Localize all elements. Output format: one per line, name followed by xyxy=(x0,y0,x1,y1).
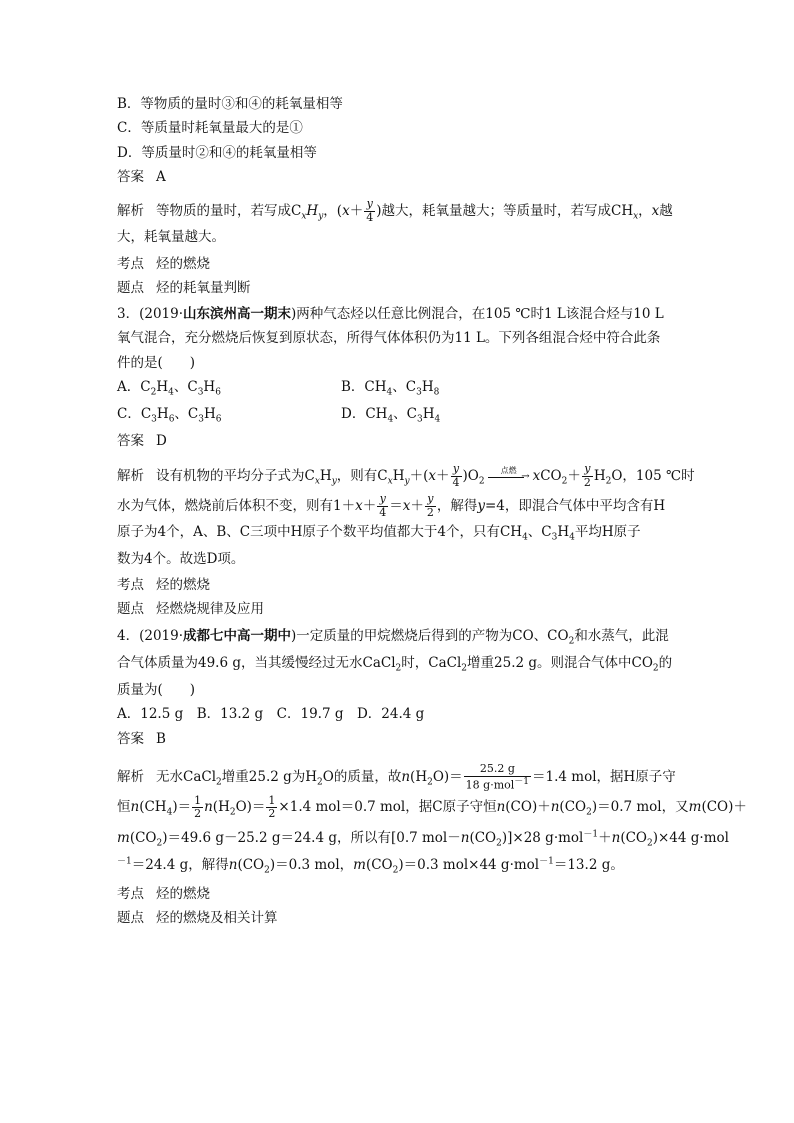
q4-stem-line-3: 质量为( ) xyxy=(117,682,196,699)
q4-analysis-line-2: 恒$n(CH_4)=$ $\frac{1}{2}$ $n(H_2O)=$ $\frac{1}{2}$ ×1.4 mol＝0.7 mol，据C原子守恒$n(CO)+n(CO_2)=0.7$ mol，又m(CO)＋ xyxy=(117,793,747,821)
q4-analysis-line-3: $m(CO_2)=49.6$ g－25.2 g＝24.4 g，所以有[0.7 $mol-n(CO_2)]\times 28$ $g\cdot mol^{-1}+n(CO_2)\times 44$ g·mol xyxy=(117,829,729,849)
option-d: D．等质量时②和④的耗氧量相等 xyxy=(117,144,317,161)
q3-stem-line-3: 件的是( ) xyxy=(117,354,196,371)
option-b: B．等物质的量时③和④的耗氧量相等 xyxy=(117,96,343,112)
q3-tidian-line: 题点 烃燃烧规律及应用 xyxy=(117,601,264,618)
q3-answer-line: 答案 D xyxy=(117,433,167,450)
q3-stem-line-1: 3．(2019·山东滨州高一期末)两种气态烃以任意比例混合，在105 ℃时1 L该混合烃与10 L xyxy=(117,306,664,323)
q3-options-row-1 xyxy=(117,377,683,400)
q3-option-c: C．$C_3H_6$、$C_3H_6$ xyxy=(117,406,222,425)
answer-value: A xyxy=(156,168,166,185)
analysis-line: 解析 等物质的量时，若写成$C_xH_y$，(x＋ $\frac{y}{4}$ )越大，耗氧量越大；等质量时，若写成$CH_x$，x越 xyxy=(117,197,673,224)
fraction: $\frac{y}{4}$ xyxy=(366,197,374,224)
q3-option-b: B．$CH_4$、$C_3H_8$ xyxy=(341,378,440,398)
q4-tidian-line: 题点 烃的燃烧及相关计算 xyxy=(117,910,278,927)
q4-analysis-line-4: $^{-1}$＝24.4 g，解得$n(CO_2)=0.3$ mol，$m(CO_2)=0.3$ mol×44 g·mol$^{-1}$＝13.2 g。 xyxy=(117,856,624,876)
q4-answer-line: 答案 B xyxy=(117,730,166,747)
q3-option-d: D．$CH_4$、$C_3H_4$ xyxy=(341,406,441,425)
option-c: C．等质量时耗氧量最大的是① xyxy=(117,120,303,137)
q3-analysis-line-4: 数为4个。故选D项。 xyxy=(117,550,245,567)
kaodian-line: 考点 烃的燃烧 xyxy=(117,255,210,272)
analysis-label: 解析 xyxy=(117,203,144,219)
q3-analysis-line-1: 解析 设有机物的平均分子式为$C_xH_y$，则有$C_xH_y+(x+$ $\frac{y}{4}$ )$O_2$ 点燃 → xCO$_2$＋ $\frac{y}{2}$ $H_2O$，105 ℃时 xyxy=(117,461,695,489)
tidian-line: 题点 烃的耗氧量判断 xyxy=(117,279,251,296)
reaction-arrow: 点燃 → xyxy=(488,468,530,484)
document-page xyxy=(117,94,747,929)
q3-options-row-2 xyxy=(117,404,683,427)
q3-stem-line-2: 氧气混合，充分燃烧后恢复到原状态，所得气体体积仍为11 L。下列各组混合烃中符合此条 xyxy=(117,330,661,347)
answer-label: 答案 xyxy=(117,168,144,185)
q4-stem-line-1: 4．(2019·成都七中高一期中)一定质量的甲烷燃烧后得到的产物为CO、$CO_2$和水蒸气，此混 xyxy=(117,627,669,647)
analysis-line-2: 大，耗氧量越大。 xyxy=(117,229,225,246)
q4-analysis-line-1: 解析 无水CaCl$_2$增重25.2 g为$H_2O$的质量，故$n(H_2O)=$ $\frac{25.2 g}{18 g\cdot mol^{-1}}$ ＝1.4 mol，据H原子守 xyxy=(117,761,676,792)
q4-kaodian-line: 考点 烃的燃烧 xyxy=(117,886,210,903)
answer-line xyxy=(117,167,683,187)
mass-fraction: $\frac{25.2 g}{18 g\cdot mol^{-1}}$ xyxy=(465,761,530,792)
q4-options: A．12.5 g B．13.2 g C．19.7 g D．24.4 g xyxy=(117,706,425,723)
q3-option-a: A．$C_2H_4$、$C_3H_6$ xyxy=(117,378,221,398)
q4-stem-line-2: 合气体质量为49.6 g，当其缓慢经过无水CaCl$_2$时，CaCl$_2$增重25.2 g。则混合气体中$CO_2$的 xyxy=(117,654,673,674)
q3-kaodian-line: 考点 烃的燃烧 xyxy=(117,577,210,594)
q3-analysis-line-2: 水为气体，燃烧前后体积不变，则有1＋x＋ $\frac{y}{4}$ ＝x＋ $\frac{y}{2}$ ，解得y=4，即混合气体中平均含有H xyxy=(117,492,666,520)
q3-analysis-line-3: 原子为4个，A、B、C三项中H原子个数平均值都大于4个，只有$CH_4$、$C_3H_4$平均H原子 xyxy=(117,523,641,543)
